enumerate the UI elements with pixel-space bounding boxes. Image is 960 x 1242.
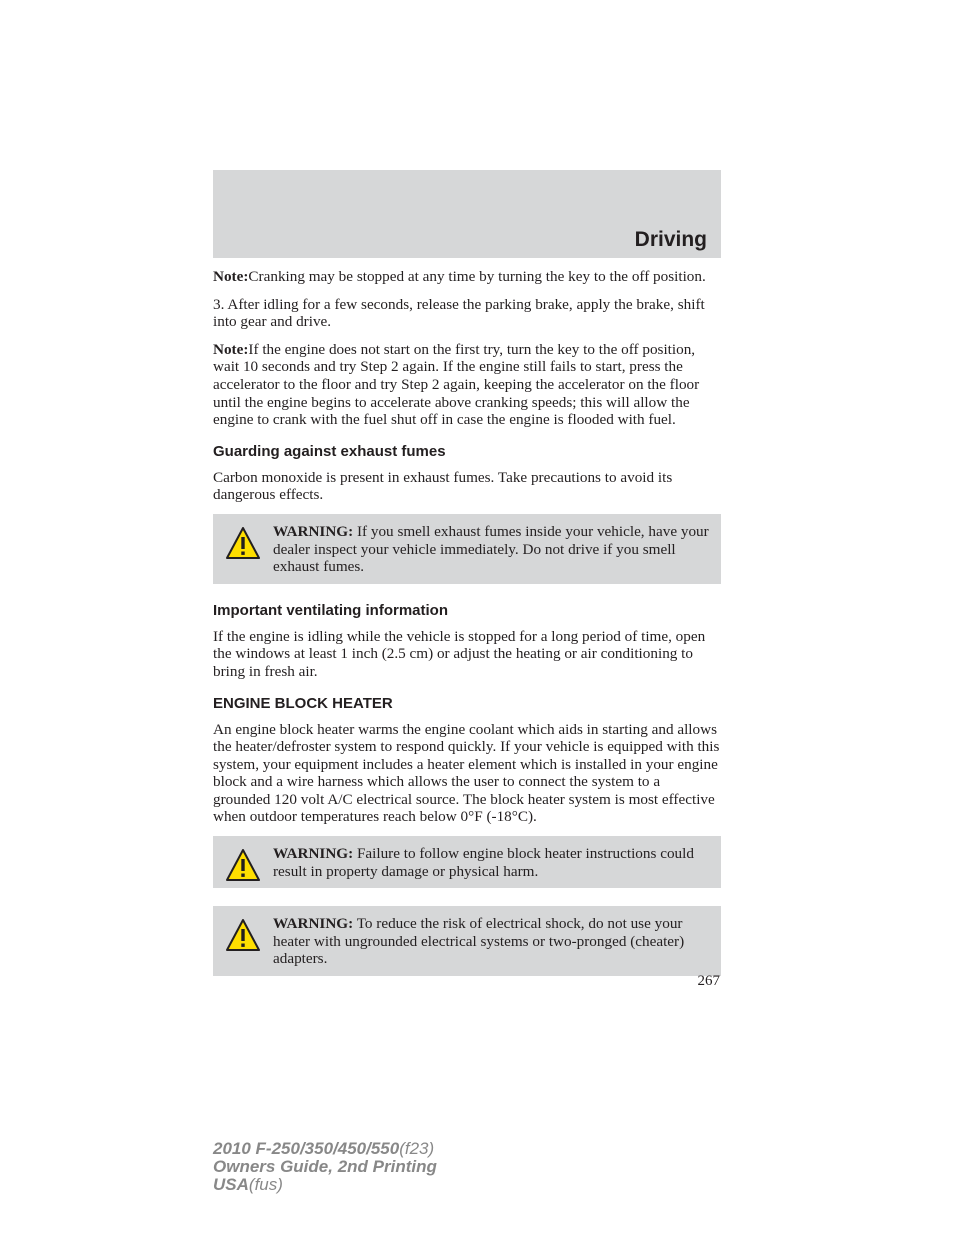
section-header-bar	[213, 170, 721, 258]
warning-box-electrical-shock	[213, 906, 721, 976]
note-text: Cranking may be stopped at any time by turning the key to the off position.	[248, 268, 706, 285]
heading-exhaust-fumes: Guarding against exhaust fumes	[213, 442, 446, 460]
warning-triangle-icon	[225, 917, 261, 953]
footer-model: 2010 F-250/350/450/550	[213, 1139, 400, 1158]
page-content	[213, 268, 721, 994]
warning-text: Failure to follow engine block heater instructions could result in property damage or physical harm.	[273, 845, 694, 880]
note-label: Note:	[213, 340, 249, 358]
warning-text: To reduce the risk of electrical shock, do not use your heater with ungrounded electrical systems or two-pronged (cheater) adapters.	[273, 915, 685, 968]
footer-market: USA	[213, 1175, 249, 1194]
section-title: Driving	[634, 228, 707, 251]
note-label: Note:	[213, 268, 249, 285]
note-text: If the engine does not start on the first try, turn the key to the off position, wait 10 seconds and try Step 2 again. If the engine still fails to start, press the accelerator to the floor and try Step 2 again, keeping the accelerator on the floor until the engine begins to accelerate above cranking speeds; this will allow the engine to crank with the fuel shut off in case the engine is flooded with fuel.	[213, 340, 700, 429]
warning-box-heater-instructions	[213, 836, 721, 888]
step-3: 3. After idling for a few seconds, release the parking brake, apply the brake, shift into gear and drive.	[213, 295, 705, 331]
footer-market-code: (fus)	[248, 1175, 283, 1194]
warning-label: WARNING:	[273, 915, 354, 933]
paragraph-ventilating: If the engine is idling while the vehicle is stopped for a long period of time, open the windows at least 1 inch (2.5 cm) or adjust the heating or air conditioning to bring in fresh air.	[213, 627, 706, 680]
footer-imprint	[213, 1140, 437, 1194]
note-engine-start	[213, 341, 721, 429]
warning-box-exhaust	[213, 514, 721, 584]
warning-label: WARNING:	[273, 845, 354, 863]
footer-line-2: Owners Guide, 2nd Printing	[213, 1157, 437, 1176]
note-cranking	[213, 268, 721, 286]
heading-engine-block-heater: ENGINE BLOCK HEATER	[213, 694, 393, 712]
paragraph-exhaust: Carbon monoxide is present in exhaust fumes. Take precautions to avoid its dangerous effects.	[213, 468, 673, 504]
footer-model-code: (f23)	[399, 1139, 435, 1158]
footer-line-1	[213, 1140, 437, 1158]
warning-label: WARNING:	[273, 522, 354, 540]
heading-ventilating: Important ventilating information	[213, 601, 448, 619]
warning-text: If you smell exhaust fumes inside your vehicle, have your dealer inspect your vehicle immediately. Do not drive if you smell exhaust fumes.	[273, 522, 709, 576]
paragraph-block-heater: An engine block heater warms the engine coolant which aids in starting and allows the heater/defroster system to respond quickly. If your vehicle is equipped with this system, your equipment includes a heater element which is installed in your engine block and a wire harness which allows the user to connect the system to a grounded 120 volt A/C electrical source. The block heater system is most effective when outdoor temperatures reach below 0°F (-18°C).	[213, 720, 720, 826]
warning-triangle-icon	[225, 847, 261, 883]
footer-line-3	[213, 1176, 437, 1194]
page-number: 267	[697, 973, 720, 989]
warning-triangle-icon	[225, 525, 261, 561]
